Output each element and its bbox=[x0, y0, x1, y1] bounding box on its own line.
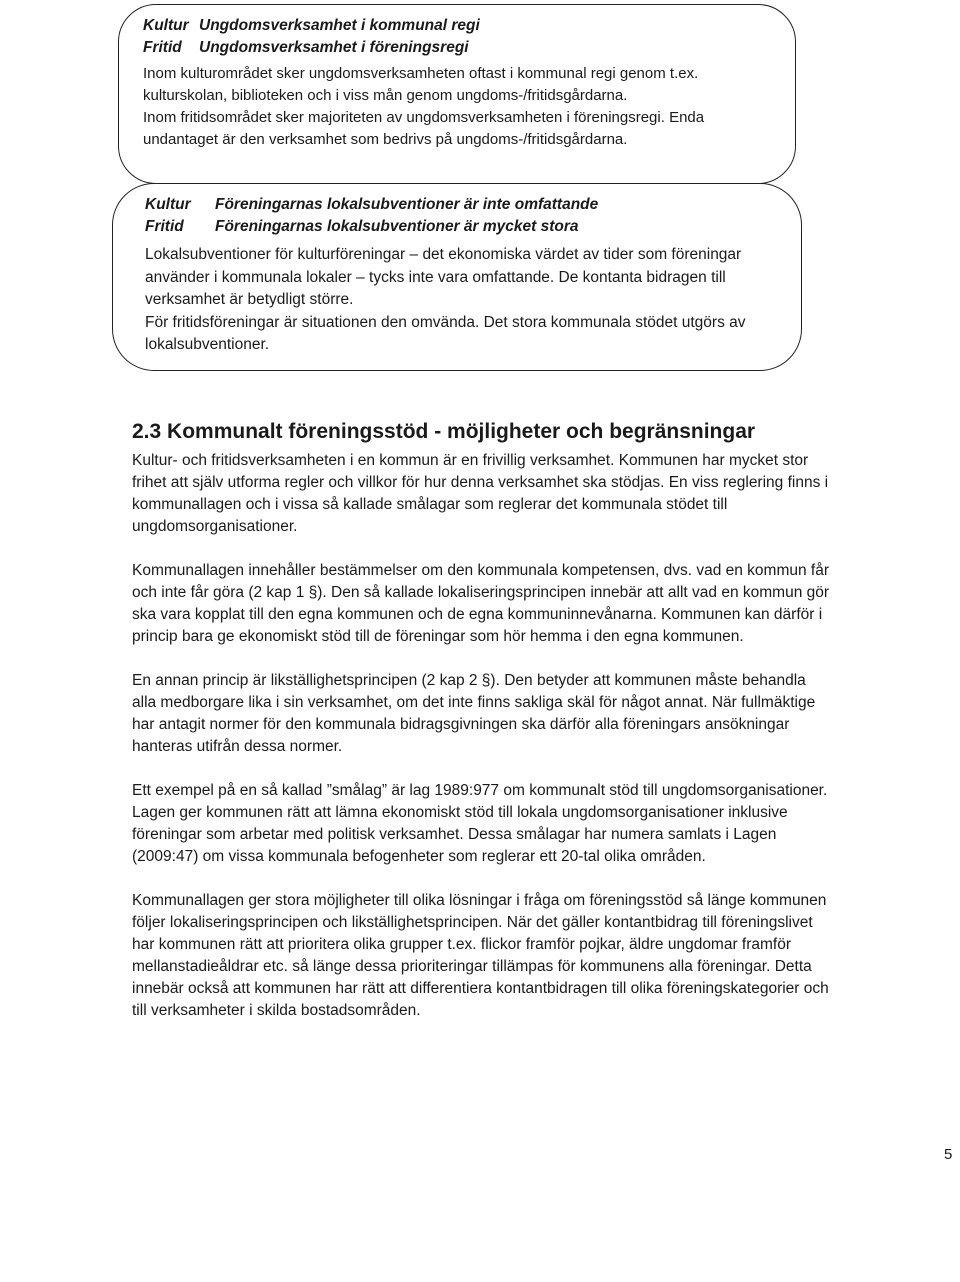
box-paragraph: Inom fritidsområdet sker majoriteten av ungdomsverksamheten i föreningsregi. Enda undantaget är den verksamhet som bedrivs på ungdoms-/fritidsgårdarna. bbox=[143, 109, 705, 148]
paragraph: Kommunallagen ger stora möjligheter till olika lösningar i fråga om föreningsstöd så länge kommunen följer lokaliseringsprincipen och likställighetsprincipen. När det gäller kontantbidrag till föreningslivet har kommunen rätt att prioritera olika grupper t.ex. flickor framför pojkar, äldre ungdomar framför mellanstadieåldrar etc. så länge dessa prioriteringar tillämpas för kommunens alla föreningar. Detta innebär också att kommunen har rätt att differentiera kontantbidragen till olika föreningskategorier och till verksamheter i skilda bostadsområden. bbox=[132, 892, 829, 1019]
box-paragraph: Lokalsubventioner för kulturföreningar – det ekonomiska värdet av tider som föreningar använder i kommunala lokaler – tycks inte vara omfattande. De kontanta bidragen till verksamhet är betydligt större. bbox=[145, 246, 742, 308]
box-heading-kultur: Kultur Föreningarnas lokalsubventioner är inte omfattande bbox=[145, 196, 599, 213]
paragraph: Ett exempel på en så kallad ”smålag” är lag 1989:977 om kommunalt stöd till ungdomsorganisationer. Lagen ger kommunen rätt att lämna ekonomiskt stöd till lokala ungdomsorganisationer inklusive föreningar som arbetar med politisk verksamhet. Dessa smålagar har numera samlats i Lagen (2009:47) om vissa kommunala befogenheter som reglerar ett 20-tal olika områden. bbox=[132, 782, 828, 865]
section-body bbox=[132, 418, 832, 1044]
box-paragraph: Inom kulturområdet sker ungdomsverksamheten oftast i kommunal regi genom t.ex. kulturskolan, biblioteken och i viss mån genom ungdoms-/fritidsgårdarna. bbox=[143, 65, 699, 104]
box-body bbox=[143, 63, 771, 151]
page-number: 5 bbox=[944, 1146, 953, 1163]
box-heading-kultur: Kultur Ungdomsverksamhet i kommunal regi bbox=[143, 17, 480, 34]
info-box-local-subsidies bbox=[112, 183, 802, 371]
paragraph: Kommunallagen innehåller bestämmelser om den kommunala kompetensen, dvs. vad en kommun får och inte får göra (2 kap 1 §). Den så kallade lokaliseringsprincipen innebär att allt vad en kommun gör ska vara kopplat till den egna kommunen och de egna kommuninnevånarna. Kommunen kan därför i princip bara ge ekonomiskt stöd till de föreningar som hör hemma i den egna kommunen. bbox=[132, 562, 830, 645]
paragraph: Kultur- och fritidsverksamheten i en kommun är en frivillig verksamhet. Kommunen har mycket stor frihet att själv utforma regler och villkor för hur denna verksamhet ska stödjas. En viss reglering finns i kommunallagen och i vissa så kallade smålagar som reglerar det kommunala stödet till ungdomsorganisationer. bbox=[132, 452, 829, 535]
box-body bbox=[145, 244, 787, 357]
paragraph: En annan princip är likställighetsprincipen (2 kap 2 §). Den betyder att kommunen måste behandla alla medborgare lika i sin verksamhet, om det inte finns sakliga skäl för något annat. När fullmäktige har antagit normer för den kommunala bidragsgivningen ska därför alla föreningars ansökningar hanteras utifrån dessa normer. bbox=[132, 672, 816, 755]
box-paragraph: För fritidsföreningar är situationen den omvända. Det stora kommunala stödet utgörs av lokalsubventioner. bbox=[145, 313, 746, 353]
info-box-youth-activities bbox=[118, 4, 796, 184]
box-heading-fritid: Fritid Ungdomsverksamhet i föreningsregi bbox=[143, 39, 469, 56]
box-heading-fritid: Fritid Föreningarnas lokalsubventioner är mycket stora bbox=[145, 218, 579, 235]
section-title: 2.3 Kommunalt föreningsstöd - möjligheter och begränsningar bbox=[132, 420, 756, 443]
